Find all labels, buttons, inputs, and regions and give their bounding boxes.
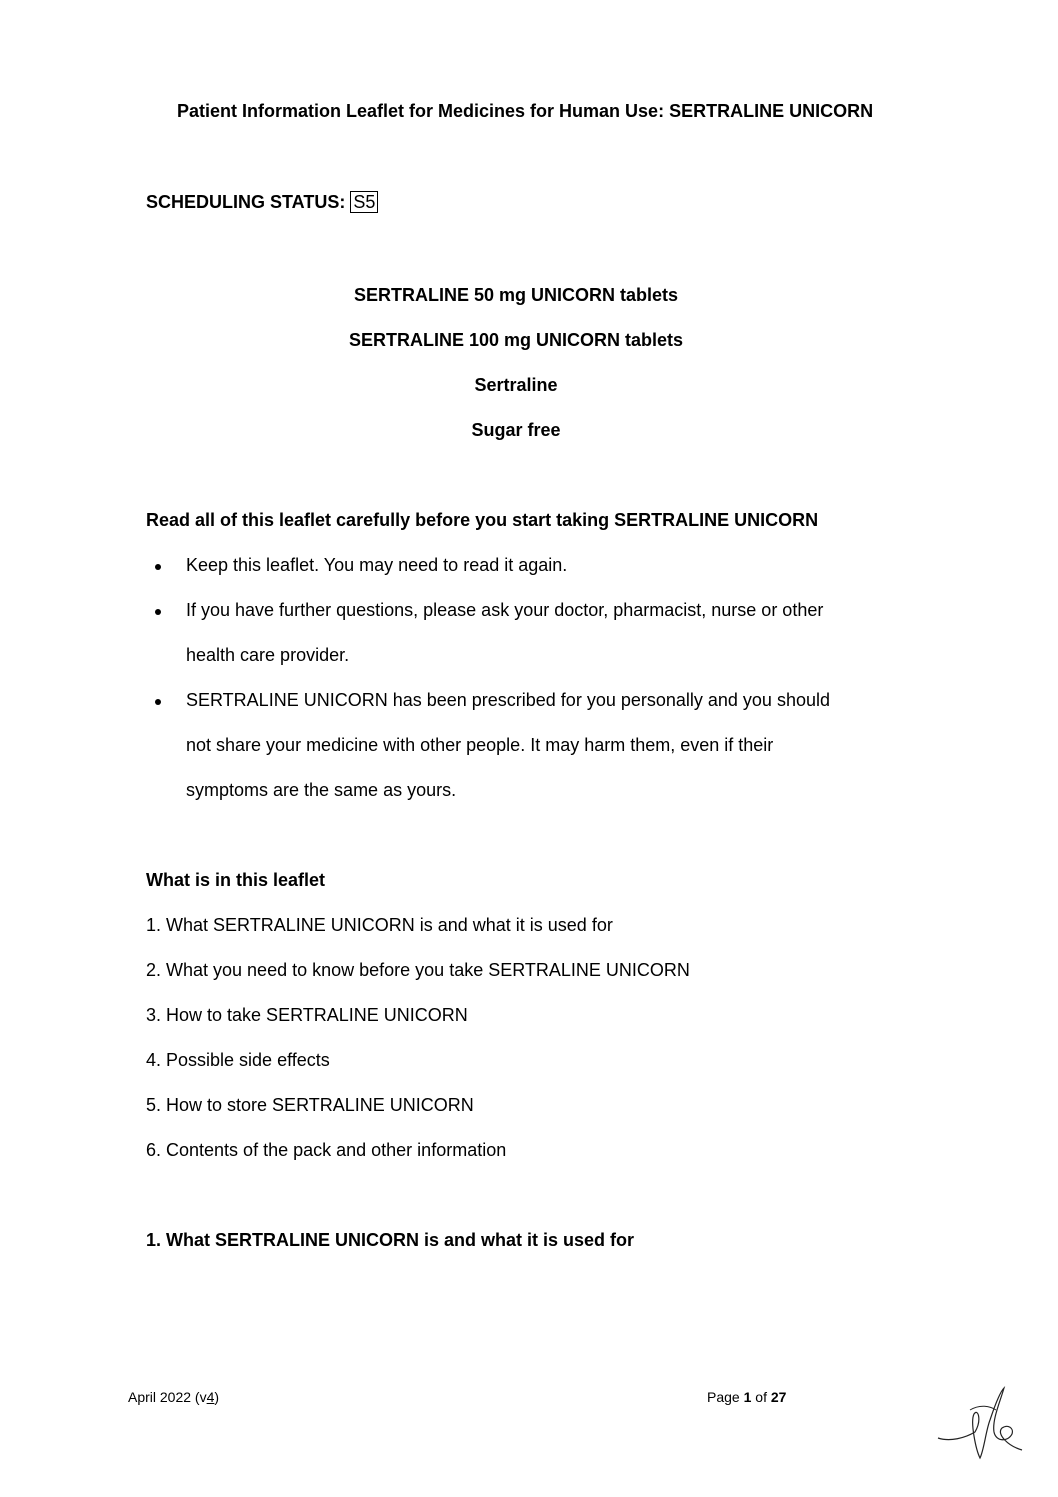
product-name-100mg: SERTRALINE 100 mg UNICORN tablets bbox=[348, 330, 684, 350]
read-leaflet-heading: Read all of this leaflet carefully before you start taking SERTRALINE UNICORN bbox=[146, 510, 819, 530]
section1-heading: 1. What SERTRALINE UNICORN is and what it is used for bbox=[146, 1230, 635, 1250]
bullet-prescribed-line2: not share your medicine with other people. It may harm them, even if their bbox=[186, 735, 774, 755]
bullet-icon bbox=[155, 609, 161, 615]
sugar-free-label: Sugar free bbox=[471, 420, 561, 440]
footer-version: 4 bbox=[206, 1389, 215, 1405]
leaflet-title: Patient Information Leaflet for Medicines for Human Use: SERTRALINE UNICORN bbox=[177, 101, 874, 121]
bullet-questions-line2: health care provider. bbox=[186, 645, 350, 665]
contents-item: 6. Contents of the pack and other information bbox=[146, 1140, 507, 1160]
bullet-keep-leaflet: Keep this leaflet. You may need to read it again. bbox=[186, 555, 568, 575]
contents-heading: What is in this leaflet bbox=[146, 870, 326, 890]
signature-image bbox=[930, 1380, 1030, 1470]
product-name-50mg: SERTRALINE 50 mg UNICORN tablets bbox=[353, 285, 679, 305]
bullet-questions-line1: If you have further questions, please ask your doctor, pharmacist, nurse or other bbox=[186, 600, 824, 620]
contents-item: 5. How to store SERTRALINE UNICORN bbox=[146, 1095, 474, 1115]
bullet-icon bbox=[155, 564, 161, 570]
bullet-icon bbox=[155, 699, 161, 705]
contents-item: 4. Possible side effects bbox=[146, 1050, 330, 1070]
scheduling-status bbox=[146, 191, 378, 213]
scheduling-value: S5 bbox=[350, 191, 378, 213]
scheduling-label: SCHEDULING STATUS: bbox=[146, 192, 346, 212]
footer-date: April 2022 (v4) bbox=[128, 1389, 220, 1405]
footer-page-number: Page 1 of 27 bbox=[707, 1389, 787, 1405]
contents-item: 1. What SERTRALINE UNICORN is and what it is used for bbox=[146, 915, 613, 935]
contents-item: 2. What you need to know before you take SERTRALINE UNICORN bbox=[146, 960, 690, 980]
contents-item: 3. How to take SERTRALINE UNICORN bbox=[146, 1005, 468, 1025]
bullet-prescribed-line3: symptoms are the same as yours. bbox=[186, 780, 457, 800]
bullet-prescribed-line1: SERTRALINE UNICORN has been prescribed for you personally and you should bbox=[186, 690, 830, 710]
active-ingredient: Sertraline bbox=[474, 375, 558, 395]
